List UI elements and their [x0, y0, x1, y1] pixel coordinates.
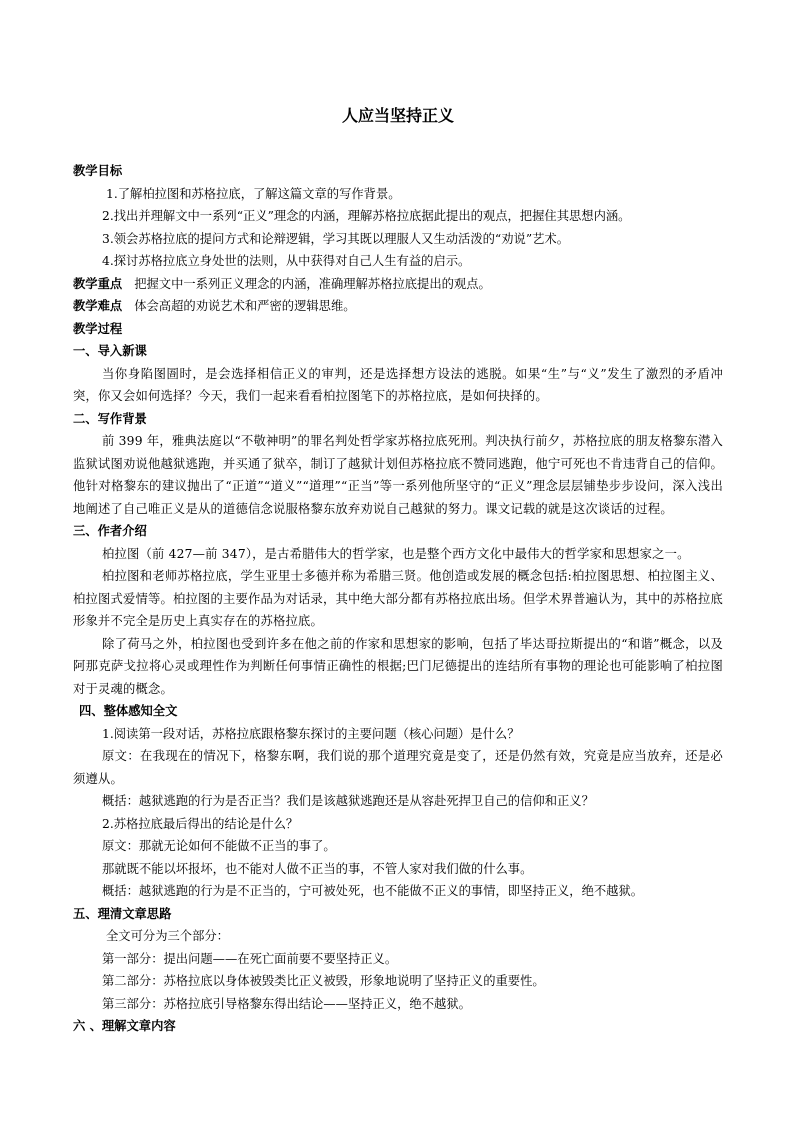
section-4-question-2: 2.苏格拉底最后得出的结论是什么？ [102, 816, 299, 831]
section-4-summary-1: 概括：越狱逃跑的行为是否正当？我们是该越狱逃跑还是从容赴死捍卫自己的信仰和正义？ [102, 794, 594, 808]
section-4-original-2-cont: 那就既不能以坏报坏，也不能对人做不正当的事，不管人家对我们做的什么事。 [102, 861, 533, 876]
difficulties-text: 体会高超的劝说艺术和严密的逻辑思维。 [134, 299, 356, 313]
section-4-original-2: 原文：那就无论如何不能做不正当的事了。 [102, 839, 336, 853]
section-6-heading: 六 、理解文章内容 [73, 1019, 176, 1033]
difficulties-label: 教学难点 [73, 299, 123, 313]
section-4-original-1: 原文：在我现在的情况下，格黎东啊，我们说的那个道理究竟是变了，还是仍然有效，究竟是应当放弃，还是必须遵从。 [73, 749, 723, 786]
section-1-paragraph: 当你身陷图圄时，是会选择相信正义的审判，还是选择想方设法的逃脱。如果“生”与“义”发生了激烈的矛盾冲突，你又会如何选择？今天，我们一起来看看柏拉图笔下的苏格拉底，是如何抉择的。 [73, 366, 723, 403]
key-points-label: 教学重点 [73, 276, 123, 291]
section-4-question-1: 1.阅读第一段对话，苏格拉底跟格黎东探讨的主要问题（核心问题）是什么？ [102, 726, 520, 741]
section-5-part-1: 第一部分：提出问题——在死亡面前要不要坚持正义。 [102, 951, 398, 966]
section-5-heading: 五、理清文章思路 [73, 906, 172, 921]
goal-item-4: 4.探讨苏格拉底立身处世的法则，从中获得对自己人生有益的启示。 [102, 254, 471, 268]
section-3-paragraph-3: 除了荷马之外，柏拉图也受到许多在他之前的作家和思想家的影响，包括了毕达哥拉斯提出的“和谐”概念，以及阿那克萨戈拉将心灵或理性作为判断任何事情正确性的根据;巴门尼德提出的连结所有事物的理论也可能影响了柏拉图对于灵魂的概念。 [73, 636, 723, 696]
teaching-process-heading: 教学过程 [73, 321, 123, 336]
document-title: 人应当坚持正义 [341, 106, 454, 125]
difficulties-row [73, 295, 723, 318]
section-4-summary-2: 概括：越狱逃跑的行为是不正当的，宁可被处死，也不能做不正义的事情，即坚持正义，绝不越狱。 [102, 884, 644, 898]
section-2-heading: 二、写作背景 [73, 411, 147, 426]
section-5-part-3: 第三部分：苏格拉底引导格黎东得出结论——坚持正义，绝不越狱。 [102, 996, 471, 1011]
key-points-text: 把握文中一系列正义理念的内涵，准确理解苏格拉底提出的观点。 [134, 276, 491, 291]
document-body [73, 160, 723, 1038]
section-3-paragraph-1: 柏拉图（前 427—前 347），是古希腊伟大的哲学家，也是整个西方文化中最伟大的哲学家和思想家之一。 [102, 546, 690, 561]
section-5-part-2: 第二部分：苏格拉底以身体被毁类比正义被毁，形象地说明了坚持正义的重要性。 [102, 974, 545, 988]
section-1-heading: 一、导入新课 [73, 344, 147, 358]
section-2-paragraph: 前 399 年，雅典法庭以“不敬神明”的罪名判处哲学家苏格拉底死刑。判决执行前夕，苏格拉底的朋友格黎东潜入监狱试图劝说他越狱逃跑，并买通了狱卒，制订了越狱计划但苏格拉底不赞同逃跑，他宁可死也不肯违背自己的信仰。他针对格黎东的建议抛出了“正道”“道义”“道理”“正当”等一系列他所坚守的“正义”理念层层铺垫步步设问，深入浅出地阐述了自己唯正义是从的道德信念说服格黎东放弃劝说自己越狱的努力。课文记载的就是这次谈话的过程。 [73, 434, 723, 516]
section-3-heading: 三、作者介绍 [73, 524, 147, 538]
key-points-row [73, 273, 723, 296]
goal-item-2: 2.找出并理解文中一系列“正义”理念的内涵，理解苏格拉底据此提出的观点，把握住其思想内涵。 [102, 209, 631, 223]
goal-item-1: 1.了解柏拉图和苏格拉底，了解这篇文章的写作背景。 [106, 186, 401, 201]
section-4-heading: 四、整体感知全文 [79, 704, 178, 718]
section-3-paragraph-2: 柏拉图和老师苏格拉底，学生亚里士多德并称为希腊三贤。他创造或发展的概念包括:柏拉图思想、柏拉图主义、柏拉图式爱情等。柏拉图的主要作品为对话录，其中绝大部分都有苏格拉底出场。但学术界普遍认为，其中的苏格拉底形象并不完全是历史上真实存在的苏格拉底。 [73, 569, 723, 628]
teaching-goals-heading: 教学目标 [73, 164, 123, 178]
goal-item-3: 3.领会苏格拉底的提问方式和论辩逻辑，学习其既以理服人又生动活泼的“劝说”艺术。 [102, 231, 569, 246]
section-5-intro: 全文可分为三个部分： [106, 929, 229, 943]
